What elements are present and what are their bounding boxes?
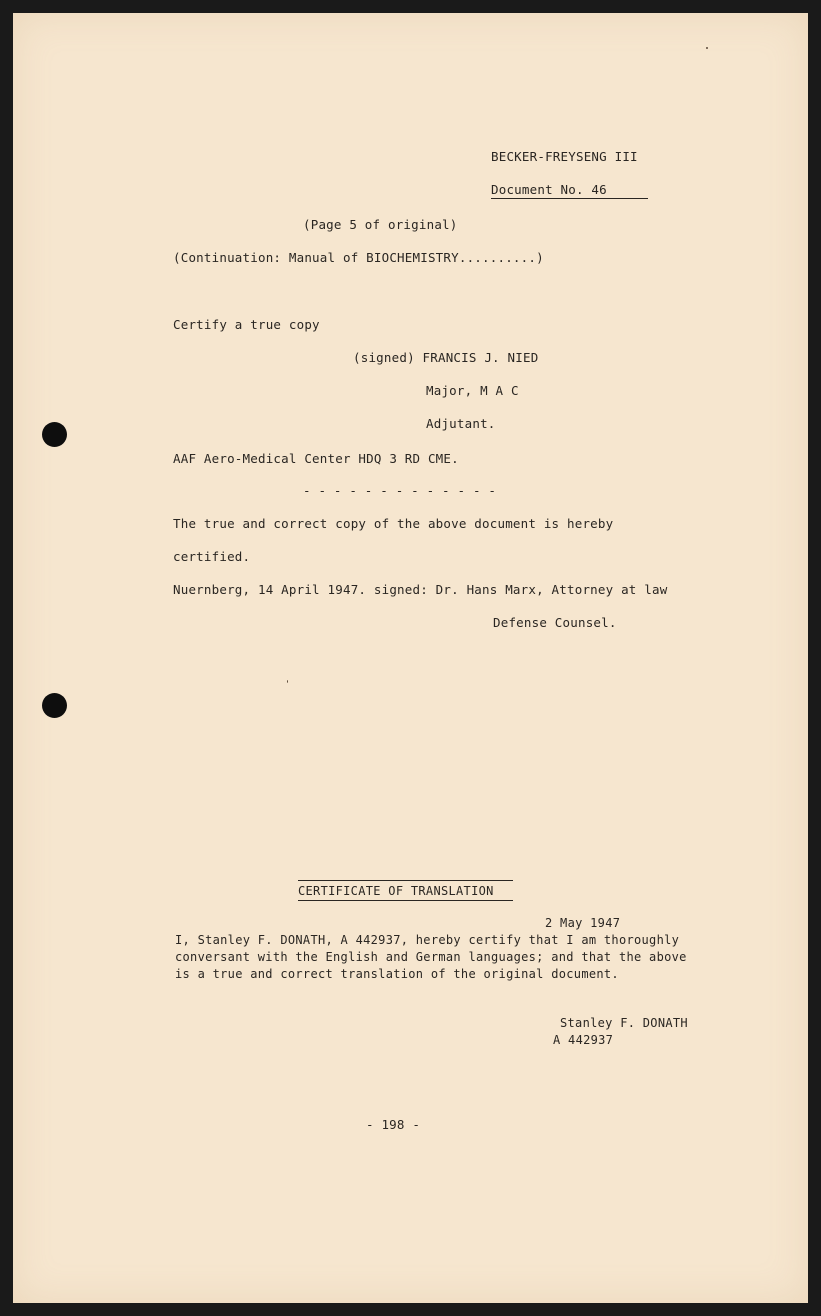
- signed-name: (signed) FRANCIS J. NIED: [353, 350, 539, 365]
- paper-speck: [706, 47, 708, 49]
- document-number: Document No. 46: [491, 182, 607, 197]
- case-identifier: BECKER-FREYSENG III: [491, 149, 638, 164]
- translator-id: A 442937: [553, 1033, 614, 1047]
- certify-line: Certify a true copy: [173, 317, 320, 332]
- defense-counsel: Defense Counsel.: [493, 615, 617, 630]
- separator-dashes: - - - - - - - - - - - - -: [303, 483, 497, 498]
- punch-hole-top: [42, 422, 67, 447]
- true-copy-line-1: The true and correct copy of the above document is hereby: [173, 516, 614, 531]
- signer-rank: Major, M A C: [426, 383, 519, 398]
- certificate-title: CERTIFICATE OF TRANSLATION: [298, 884, 494, 898]
- translator-signature-name: Stanley F. DONATH: [560, 1016, 688, 1030]
- paper-speck: [287, 680, 288, 683]
- certificate-line-3: is a true and correct translation of the original document.: [175, 967, 619, 981]
- true-copy-line-2: certified.: [173, 549, 251, 564]
- unit-line: AAF Aero-Medical Center HDQ 3 RD CME.: [173, 451, 459, 466]
- continuation-line: (Continuation: Manual of BIOCHEMISTRY..........): [173, 250, 544, 265]
- nuernberg-line: Nuernberg, 14 April 1947. signed: Dr. Hans Marx, Attorney at law: [173, 582, 668, 597]
- page-number: - 198 -: [366, 1117, 421, 1132]
- document-page: [13, 13, 808, 1303]
- certificate-line-2: conversant with the English and German languages; and that the above: [175, 950, 687, 964]
- signer-position: Adjutant.: [426, 416, 496, 431]
- certificate-date: 2 May 1947: [545, 916, 621, 930]
- punch-hole-bottom: [42, 693, 67, 718]
- certificate-title-overline: [298, 880, 513, 881]
- certificate-title-underline: [298, 900, 513, 901]
- certificate-line-1: I, Stanley F. DONATH, A 442937, hereby certify that I am thoroughly: [175, 933, 680, 947]
- document-number-underline: [491, 198, 648, 199]
- page-reference: (Page 5 of original): [303, 217, 458, 232]
